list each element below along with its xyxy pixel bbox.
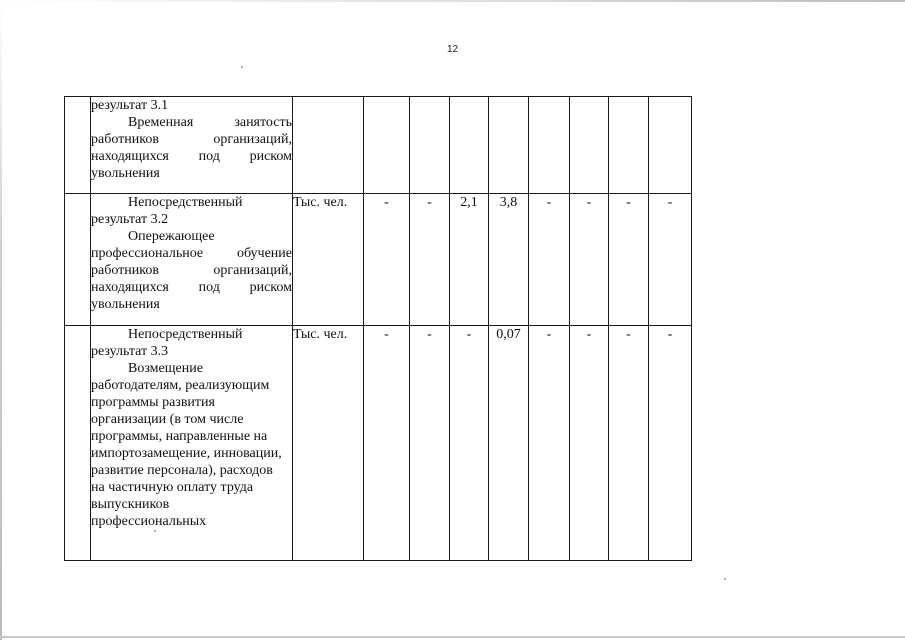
result-label: Непосредственный результат 3.3 <box>91 327 243 359</box>
row-index-cell <box>65 326 91 561</box>
value-cell: 2,1 <box>450 194 489 326</box>
value-cell: - <box>529 194 570 326</box>
value-cell: 0,07 <box>489 326 529 561</box>
scan-edge-left <box>0 0 2 640</box>
row-index-cell <box>65 194 91 326</box>
value-cell: - <box>609 194 649 326</box>
value-cell <box>649 97 692 194</box>
table-row <box>65 194 692 326</box>
description-cell <box>91 326 293 561</box>
value-cell <box>570 97 609 194</box>
unit-cell: Тыс. чел. <box>293 194 364 326</box>
result-text: Опережающее профессиональное обучение работников организаций, находящихся под риском увольнения <box>91 229 292 312</box>
unit-cell: Тыс. чел. <box>293 326 364 561</box>
scan-edge-top <box>0 0 905 2</box>
value-cell <box>410 97 450 194</box>
value-cell <box>489 97 529 194</box>
value-cell: - <box>364 326 410 561</box>
scan-speck <box>154 530 156 532</box>
scan-speck <box>724 578 726 580</box>
value-cell <box>364 97 410 194</box>
value-cell: - <box>649 326 692 561</box>
unit-cell <box>293 97 364 194</box>
result-text: Временная занятость работников организаций, находящихся под риском увольнения <box>91 115 292 181</box>
value-cell: - <box>364 194 410 326</box>
value-cell: - <box>609 326 649 561</box>
row-index-cell <box>65 97 91 194</box>
value-cell: - <box>450 326 489 561</box>
value-cell: - <box>570 326 609 561</box>
value-cell <box>529 97 570 194</box>
table-row <box>65 326 692 561</box>
value-cell <box>609 97 649 194</box>
scan-edge-bottom <box>0 636 905 638</box>
table-row <box>65 97 692 194</box>
result-text: Возмещение работодателям, реализующим программы развития организации (в том числе программы, направленные на импортозамещение, инновации, развитие персонала), расходов на частичную оплату труда выпускников профессиональных <box>91 361 282 529</box>
description-cell <box>91 194 293 326</box>
result-label: результат 3.1 <box>91 98 169 113</box>
description-cell <box>91 97 293 194</box>
scan-speck <box>241 66 243 68</box>
value-cell: - <box>529 326 570 561</box>
value-cell: 3,8 <box>489 194 529 326</box>
page-number: 12 <box>446 44 459 55</box>
value-cell: - <box>649 194 692 326</box>
value-cell: - <box>410 326 450 561</box>
result-label: Непосредственный результат 3.2 <box>91 195 243 227</box>
indicators-table <box>64 96 692 561</box>
value-cell <box>450 97 489 194</box>
value-cell: - <box>410 194 450 326</box>
value-cell: - <box>570 194 609 326</box>
